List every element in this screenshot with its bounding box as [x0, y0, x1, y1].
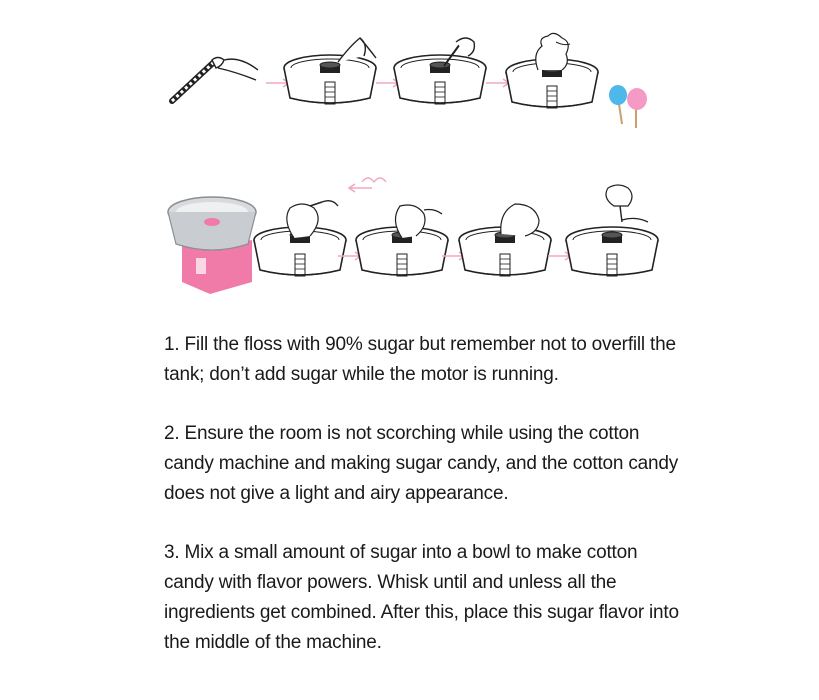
instruction-step-2: 2. Ensure the room is not scorching while using the cotton candy machine and making sugar candy, and the cotton candy does not give a light and airy appearance.	[164, 423, 679, 504]
machine-product-photo	[168, 197, 256, 294]
step-collect-floss-3-illustration	[459, 204, 551, 276]
instruction-step-3: 3. Mix a small amount of sugar into a bowl to make cotton candy with flavor powers. Whisk until and unless all the ingredients get combined. After this, place this sugar flavor into the middle of the machine.	[164, 542, 679, 653]
step-pour-illustration	[284, 38, 376, 104]
arrow-icon	[376, 79, 399, 87]
step-stir-illustration	[172, 58, 258, 102]
step-remove-candy-illustration	[566, 185, 658, 276]
step-collect-floss-2-illustration	[356, 205, 448, 276]
arrow-icon	[266, 79, 289, 87]
instruction-illustrations	[0, 0, 819, 310]
arrow-icon	[486, 79, 509, 87]
step-floss-forming-illustration	[506, 33, 598, 108]
finished-cotton-candy-icon	[609, 85, 647, 128]
swirl-icon	[362, 178, 386, 182]
step-collect-floss-1-illustration	[254, 201, 346, 276]
instructions-list	[164, 330, 684, 658]
return-arrow-icon	[349, 184, 372, 192]
instruction-step-1: 1. Fill the floss with 90% sugar but remember not to overfill the tank; don’t add sugar while the motor is running.	[164, 334, 676, 385]
arrow-icon	[548, 252, 571, 260]
step-add-sugar-illustration	[394, 38, 486, 104]
